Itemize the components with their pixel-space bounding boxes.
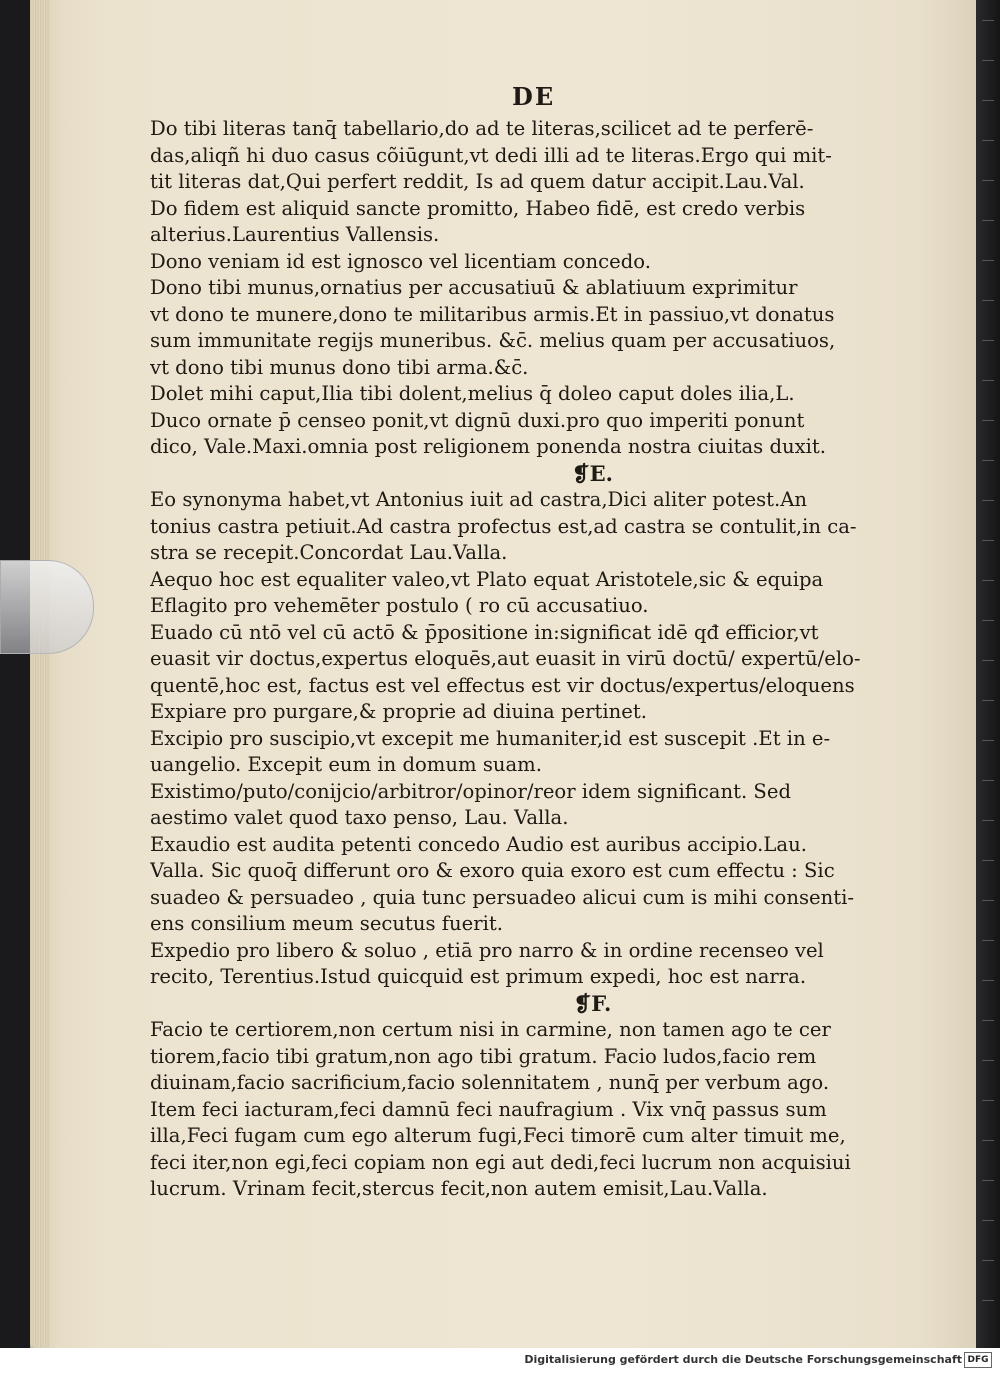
ruler-tick bbox=[982, 1140, 994, 1141]
ruler-tick bbox=[982, 940, 994, 941]
text-line: lucrum. Vrinam fecit,stercus fecit,non autem emisit,Lau.Valla. bbox=[150, 1177, 768, 1200]
ruler-tick bbox=[982, 1220, 994, 1221]
text-line: das,aliqñ hi duo casus cõiūgunt,vt dedi illi ad te literas.Ergo qui mit- bbox=[150, 143, 832, 167]
ruler-tick bbox=[982, 500, 994, 501]
text-line: euasit vir doctus,expertus eloquēs,aut euasit in virū doctū/ expertū/elo- bbox=[150, 647, 861, 670]
ruler-tick bbox=[982, 660, 994, 661]
text-line: Eflagito pro vehemēter postulo ( ro cū accusatiuo. bbox=[150, 594, 649, 617]
ruler-tick bbox=[982, 620, 994, 621]
ruler-tick bbox=[982, 100, 994, 101]
text-line: dico, Vale.Maxi.omnia post religionem ponenda nostra ciuitas duxit. bbox=[150, 435, 827, 458]
text-line: Do fidem est aliquid sancte promitto, Habeo fidē, est credo verbis bbox=[150, 196, 806, 220]
text-line: quentē,hoc est, factus est vel effectus est vir doctus/expertus/eloquens bbox=[150, 673, 855, 697]
text-line: Expedio pro libero & soluo , etiā pro narro & in ordine recenseo vel bbox=[150, 938, 824, 962]
dfg-logo: DFG bbox=[964, 1352, 992, 1368]
text-line: alterius.Laurentius Vallensis. bbox=[150, 223, 440, 246]
ruler-tick bbox=[982, 460, 994, 461]
footer-bar bbox=[0, 1348, 1000, 1373]
ruler-tick bbox=[982, 700, 994, 701]
ruler-tick bbox=[982, 860, 994, 861]
text-line: ens consilium meum secutus fuerit. bbox=[150, 912, 503, 935]
running-header: DE bbox=[512, 82, 556, 111]
text-line: feci iter,non egi,feci copiam non egi aut dedi,feci lucrum non acquisiui bbox=[150, 1150, 851, 1174]
text-line: Do tibi literas tanq̄ tabellario,do ad te literas,scilicet ad te perferē- bbox=[150, 117, 814, 140]
ruler-tick bbox=[982, 20, 994, 21]
ruler-tick bbox=[982, 140, 994, 141]
text-line: vt dono tibi munus dono tibi arma.&c̄. bbox=[150, 355, 529, 379]
text-line: Dono tibi munus,ornatius per accusatiuū & ablatiuum exprimitur bbox=[150, 276, 798, 299]
ruler-tick bbox=[982, 580, 994, 581]
text-line: Euado cū ntō vel cū actō & p̄positione in:significat idē qđ efficior,vt bbox=[150, 620, 819, 644]
ruler-tick bbox=[982, 220, 994, 221]
ruler-tick bbox=[982, 1100, 994, 1101]
text-line: Duco ornate p̄ censeo ponit,vt dignū duxi.pro quo imperiti ponunt bbox=[150, 408, 805, 432]
text-line: Expiare pro purgare,& proprie ad diuina pertinet. bbox=[150, 700, 647, 723]
book-spine-edge bbox=[976, 0, 1000, 1348]
ruler-tick bbox=[982, 780, 994, 781]
ruler-tick bbox=[982, 340, 994, 341]
text-line: Excipio pro suscipio,vt excepit me humaniter,id est suscepit .Et in e- bbox=[150, 726, 831, 750]
ruler-tick bbox=[982, 1020, 994, 1021]
text-line: Valla. Sic quoq̄ differunt oro & exoro quia exoro est cum effectu : Sic bbox=[150, 859, 835, 882]
text-line: sum immunitate regijs muneribus. &c̄. melius quam per accusatiuos, bbox=[150, 329, 836, 352]
ruler-tick bbox=[982, 180, 994, 181]
ruler-tick bbox=[982, 380, 994, 381]
text-line: vt dono te munere,dono te militaribus armis.Et in passiuo,vt donatus bbox=[150, 302, 835, 326]
text-part-d bbox=[150, 116, 895, 461]
page-text bbox=[150, 116, 895, 1203]
text-line: diuinam,facio sacrificium,facio solennitatem , nunq̄ per verbum ago. bbox=[150, 1071, 830, 1094]
section-heading-f: ❡F. bbox=[573, 990, 612, 1016]
text-part-f bbox=[150, 1017, 895, 1203]
text-line: Item feci iacturam,feci damnū feci naufragium . Vix vnq̄ passus sum bbox=[150, 1097, 827, 1121]
ruler-tick bbox=[982, 740, 994, 741]
ruler-tick bbox=[982, 1060, 994, 1061]
ruler-tick bbox=[982, 60, 994, 61]
text-line: tiorem,facio tibi gratum,non ago tibi gratum. Facio ludos,facio rem bbox=[150, 1044, 817, 1068]
text-line: Eo synonyma habet,vt Antonius iuit ad castra,Dici aliter potest.An bbox=[150, 488, 808, 511]
ruler-tick bbox=[982, 260, 994, 261]
section-heading-e: ❡E. bbox=[572, 460, 613, 486]
text-line: recito, Terentius.Istud quicquid est primum expedi, hoc est narra. bbox=[150, 965, 807, 988]
ruler-tick bbox=[982, 1260, 994, 1261]
ruler-tick bbox=[982, 1300, 994, 1301]
text-line: Exaudio est audita petenti concedo Audio est auribus accipio.Lau. bbox=[150, 832, 807, 856]
ruler-tick bbox=[982, 1180, 994, 1181]
text-line: Dono veniam id est ignosco vel licentiam concedo. bbox=[150, 249, 651, 273]
section-f-label: F. bbox=[591, 990, 612, 1016]
ruler-tick bbox=[982, 420, 994, 421]
ruler-tick bbox=[982, 980, 994, 981]
text-part-e bbox=[150, 487, 895, 991]
ruler-tick bbox=[982, 300, 994, 301]
ruler-tick bbox=[982, 820, 994, 821]
text-line: Facio te certiorem,non certum nisi in carmine, non tamen ago te cer bbox=[150, 1018, 831, 1041]
text-line: tit literas dat,Qui perfert reddit, Is ad quem datur accipit.Lau.Val. bbox=[150, 170, 805, 193]
text-line: Existimo/puto/conijcio/arbitror/opinor/reor idem significant. Sed bbox=[150, 779, 791, 803]
text-line: tonius castra petiuit.Ad castra profectus est,ad castra se contulit,in ca- bbox=[150, 514, 857, 538]
page-clip bbox=[0, 560, 94, 654]
footer-credit: Digitalisierung gefördert durch die Deutsche Forschungsgemeinschaft bbox=[524, 1353, 962, 1366]
text-line: aestimo valet quod taxo penso, Lau. Valla. bbox=[150, 806, 569, 829]
ruler-tick bbox=[982, 540, 994, 541]
text-line: suadeo & persuadeo , quia tunc persuadeo alicui cum is mihi consenti- bbox=[150, 885, 854, 909]
text-line: Aequo hoc est equaliter valeo,vt Plato equat Aristotele,sic & equipa bbox=[150, 567, 824, 591]
ruler-tick bbox=[982, 900, 994, 901]
text-line: illa,Feci fugam cum ego alterum fugi,Feci timorē cum alter timuit me, bbox=[150, 1124, 846, 1147]
section-e-label: E. bbox=[589, 460, 613, 486]
text-line: Dolet mihi caput,Ilia tibi dolent,melius q̄ doleo caput doles ilia,L. bbox=[150, 382, 795, 405]
page-edges bbox=[30, 0, 50, 1348]
text-line: uangelio. Excepit eum in domum suam. bbox=[150, 753, 542, 776]
text-line: stra se recepit.Concordat Lau.Valla. bbox=[150, 541, 508, 564]
